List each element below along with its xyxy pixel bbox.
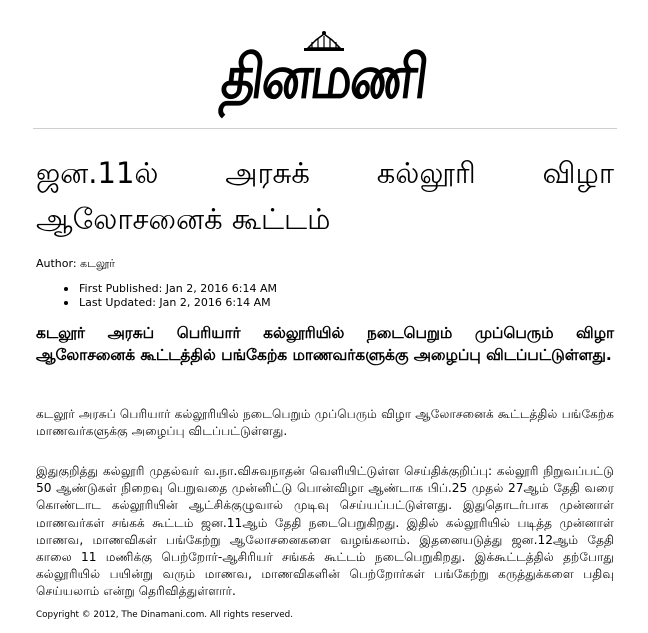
site-logo[interactable]: தினமணி bbox=[217, 43, 431, 113]
article-headline: ஜன.11ல் அரசுக் கல்லூரி விழா ஆலோசனைக் கூட்டம் bbox=[36, 156, 614, 236]
article-paragraph: கடலூர் அரசுப் பெரியார் கல்லூரியில் நடைபெறும் முப்பெரும் விழா ஆலோசனைக் கூட்டத்தில் பங்கேற்க மாணவர்களுக்கு அழைப்பு விடப்பட்டுள்ளது. bbox=[36, 407, 614, 439]
article-lead: கடலூர் அரசுப் பெரியார் கல்லூரியில் நடைபெறும் முப்பெரும் விழா ஆலோசனைக் கூட்டத்தில் பங்கேற்க மாணவர்களுக்கு அழைப்பு விடப்பட்டுள்ளது. bbox=[36, 324, 614, 364]
copyright-notice: Copyright © 2012, The Dinamani.com. All rights reserved. bbox=[36, 610, 294, 620]
masthead bbox=[0, 0, 648, 130]
last-updated: Last Updated: Jan 2, 2016 6:14 AM bbox=[64, 296, 277, 310]
article-paragraph: இதுகுறித்து கல்லூரி முதல்வர் வ.நா.விசுவநாதன் வெளியிட்டுள்ள செய்திக்குறிப்பு: கல்லூரி நிறுவப்பட்டு 50 ஆண்டுகள் நிறைவு பெறுவதை முன்னிட்டு பொன்விழா ஆண்டாக பிப்.25 முதல் 27ஆம் தேதி வரை கொண்டாட கல்லூரியின் ஆட்சிக்குழுவால் முடிவு செய்யப்பட்டுள்ளது. இதுதொடர்பாக முன்னாள் மாணவர்கள் சங்கக் கூட்டம் ஜன.11ஆம் தேதி நடைபெறுகிறது. இதில் கல்லூரியில் படித்த முன்னாள் மாணவ, மாணவிகள் பங்கேற்று ஆலோசனைகளை வழங்கலாம். இதனையடுத்து ஜன.12ஆம் தேதி காலை 11 மணிக்கு பெற்றோர்-ஆசிரியர் சங்கக் கூட்டம் நடைபெறுகிறது. இக்கூட்டத்தில் தற்போது கல்லூரியில் பயின்று வரும் மாணவ, மாணவிகளின் பெற்றோர்கள் பங்கேற்று கருத்துக்களை பதிவு செய்யலாம் என்று தெரிவித்துள்ளார். bbox=[36, 464, 614, 599]
publish-dates bbox=[64, 282, 277, 310]
author-label: Author: bbox=[36, 257, 77, 270]
author-name: கடலூர் bbox=[80, 257, 116, 270]
first-published: First Published: Jan 2, 2016 6:14 AM bbox=[64, 282, 277, 296]
author-line bbox=[36, 257, 115, 272]
masthead-divider bbox=[33, 128, 617, 129]
